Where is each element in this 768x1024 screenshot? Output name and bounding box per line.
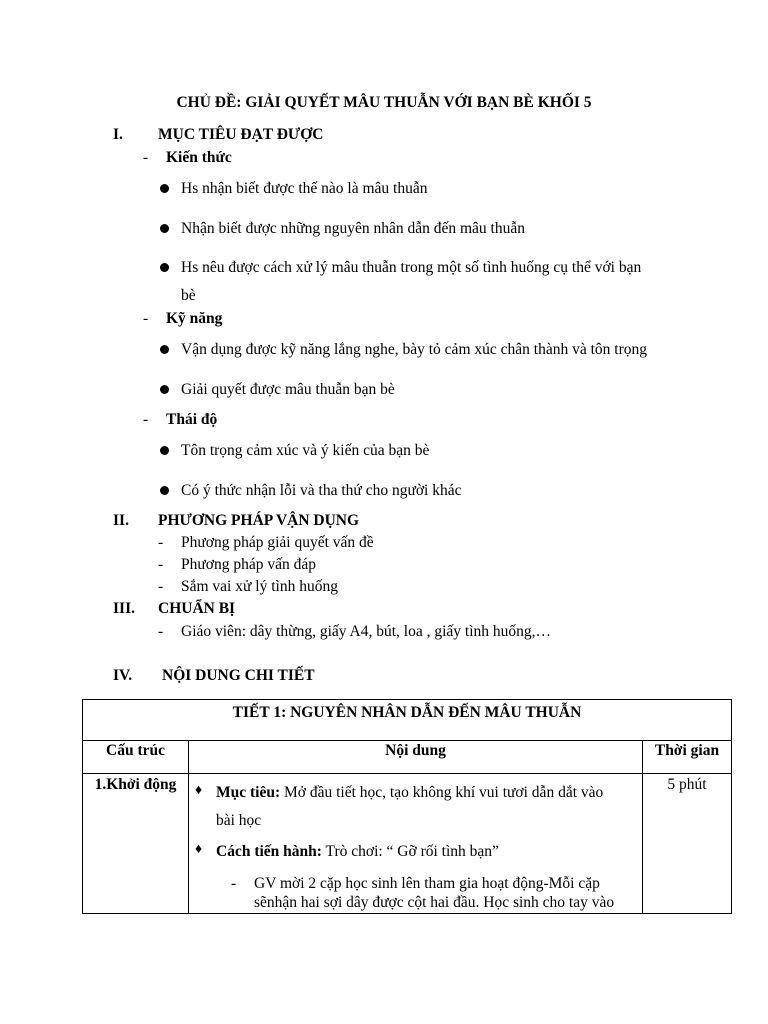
- dash-marker: -: [143, 411, 149, 428]
- goal-line: [216, 783, 603, 803]
- lesson-table: [82, 699, 732, 914]
- section-3-heading: CHUẨN BỊ: [158, 600, 236, 617]
- goal-label: Mục tiêu:: [216, 784, 281, 801]
- diamond-bullet-icon: ♦: [195, 783, 203, 798]
- dash-marker: -: [143, 149, 149, 166]
- attitude-label: Thái độ: [166, 411, 218, 428]
- dash-marker: -: [231, 875, 237, 892]
- attitude-item-2: Có ý thức nhận lỗi và tha thứ cho người khác: [181, 482, 462, 499]
- bullet-icon: [160, 385, 169, 394]
- step-line-1: GV mời 2 cặp học sinh lên tham gia hoạt động-Mỗi cặp: [254, 875, 600, 892]
- goal-text-cont: bài học: [216, 812, 262, 829]
- dash-marker: -: [143, 310, 149, 327]
- skills-item-1: Vận dụng được kỹ năng lắng nghe, bày tỏ cảm xúc chân thành và tôn trọng: [181, 341, 647, 358]
- attitude-item-1: Tôn trọng cảm xúc và ý kiến của bạn bè: [181, 442, 430, 459]
- row-content: [189, 774, 643, 914]
- bullet-icon: [160, 345, 169, 354]
- method-line: [216, 842, 499, 862]
- method-item-1: Phương pháp giải quyết vấn đề: [181, 534, 374, 551]
- method-label: Cách tiến hành:: [216, 843, 322, 860]
- bullet-icon: [160, 224, 169, 233]
- table-caption-row: [83, 700, 732, 741]
- dash-marker: -: [158, 534, 164, 551]
- skills-item-2: Giải quyết được mâu thuẫn bạn bè: [181, 381, 395, 398]
- section-2-heading: PHƯƠNG PHÁP VẬN DỤNG: [158, 512, 360, 529]
- diamond-bullet-icon: ♦: [195, 842, 203, 857]
- header-structure: Cấu trúc: [83, 741, 189, 774]
- method-item-3: Sắm vai xử lý tình huống: [181, 578, 338, 595]
- row-structure: 1.Khởi động: [83, 774, 189, 914]
- skills-label: Kỹ năng: [166, 310, 223, 327]
- dash-marker: -: [158, 623, 164, 640]
- bullet-icon: [160, 446, 169, 455]
- document-title: CHỦ ĐỀ: GIẢI QUYẾT MÂU THUẪN VỚI BẠN BÈ KHỐI 5: [176, 94, 592, 111]
- step-line-2: sẽnhận hai sợi dây được cột hai đầu. Học sinh cho tay vào: [254, 894, 615, 911]
- section-4-number: IV.: [113, 667, 133, 684]
- knowledge-label: Kiến thức: [166, 149, 232, 166]
- goal-text: Mở đầu tiết học, tạo không khí vui tươi dẫn dắt vào: [280, 784, 604, 801]
- table-header-row: [83, 741, 732, 774]
- section-1-heading: MỤC TIÊU ĐẠT ĐƯỢC: [158, 126, 324, 143]
- knowledge-item-3: Hs nêu được cách xử lý mâu thuẫn trong một số tình huống cụ thể với bạn: [181, 259, 642, 276]
- section-2-number: II.: [113, 512, 129, 529]
- prep-item-1: Giáo viên: dây thừng, giấy A4, bút, loa , giấy tình huống,…: [181, 623, 552, 640]
- bullet-icon: [160, 263, 169, 272]
- dash-marker: -: [158, 556, 164, 573]
- section-1-number: I.: [113, 126, 123, 143]
- section-4-heading: NỘI DUNG CHI TIẾT: [162, 667, 315, 684]
- header-content: Nội dung: [189, 741, 643, 774]
- knowledge-item-3-cont: bè: [181, 287, 196, 304]
- table-caption: TIẾT 1: NGUYÊN NHÂN DẪN ĐẾN MÂU THUẪN: [83, 700, 732, 741]
- row-time: 5 phút: [643, 774, 732, 914]
- knowledge-item-2: Nhận biết được những nguyên nhân dẫn đến mâu thuẫn: [181, 220, 525, 237]
- table-row: [83, 774, 732, 914]
- dash-marker: -: [158, 578, 164, 595]
- bullet-icon: [160, 486, 169, 495]
- method-text: Trò chơi: “ Gỡ rối tình bạn”: [321, 843, 499, 860]
- section-3-number: III.: [113, 600, 135, 617]
- header-time: Thời gian: [643, 741, 732, 774]
- method-item-2: Phương pháp vấn đáp: [181, 556, 316, 573]
- bullet-icon: [160, 184, 169, 193]
- knowledge-item-1: Hs nhận biết được thế nào là mâu thuẫn: [181, 180, 428, 197]
